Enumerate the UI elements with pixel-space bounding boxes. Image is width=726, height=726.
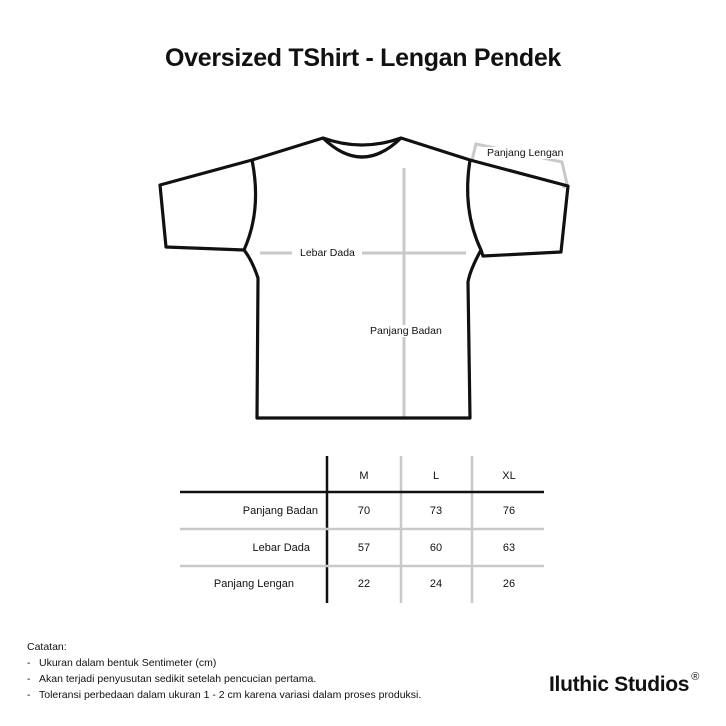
row-label-lebar-dada: Lebar Dada — [252, 542, 310, 554]
notes-heading: Catatan: — [27, 641, 67, 653]
cell-lebar-dada-xl: 63 — [502, 542, 516, 554]
cell-panjang-badan-l: 73 — [429, 505, 443, 517]
cell-panjang-badan-xl: 76 — [502, 505, 516, 517]
list-item: - Akan terjadi penyusutan sedikit setelah pencucian pertama. — [27, 673, 317, 685]
row-label-panjang-lengan: Panjang Lengan — [213, 578, 294, 590]
list-item: - Toleransi perbedaan dalam ukuran 1 - 2 cm karena variasi dalam proses produksi. — [27, 689, 422, 701]
col-header-xl: XL — [502, 470, 516, 482]
note-text: Akan terjadi penyusutan sedikit setelah pencucian pertama. — [39, 673, 317, 685]
notes — [27, 639, 421, 703]
note-text: Ukuran dalam bentuk Sentimeter (cm) — [39, 657, 217, 669]
brand-name: Iluthic Studios — [549, 673, 690, 696]
registered-mark: ® — [691, 671, 699, 683]
cell-panjang-lengan-xl: 26 — [502, 578, 516, 590]
row-label-panjang-badan: Panjang Badan — [242, 505, 318, 517]
cell-panjang-lengan-l: 24 — [429, 578, 443, 590]
label-lebar-dada: Lebar Dada — [297, 247, 358, 259]
col-header-l: L — [432, 470, 440, 482]
page-title: Oversized TShirt - Lengan Pendek — [164, 44, 562, 72]
brand-logo — [549, 673, 699, 697]
label-panjang-lengan: Panjang Lengan — [484, 147, 567, 159]
label-panjang-badan: Panjang Badan — [367, 325, 445, 337]
note-text: Toleransi perbedaan dalam ukuran 1 - 2 cm karena variasi dalam proses produksi. — [39, 689, 422, 701]
cell-panjang-lengan-m: 22 — [357, 578, 371, 590]
cell-lebar-dada-m: 57 — [357, 542, 371, 554]
cell-lebar-dada-l: 60 — [429, 542, 443, 554]
col-header-m: M — [359, 470, 369, 482]
cell-panjang-badan-m: 70 — [357, 505, 371, 517]
list-item: - Ukuran dalam bentuk Sentimeter (cm) — [27, 657, 217, 669]
